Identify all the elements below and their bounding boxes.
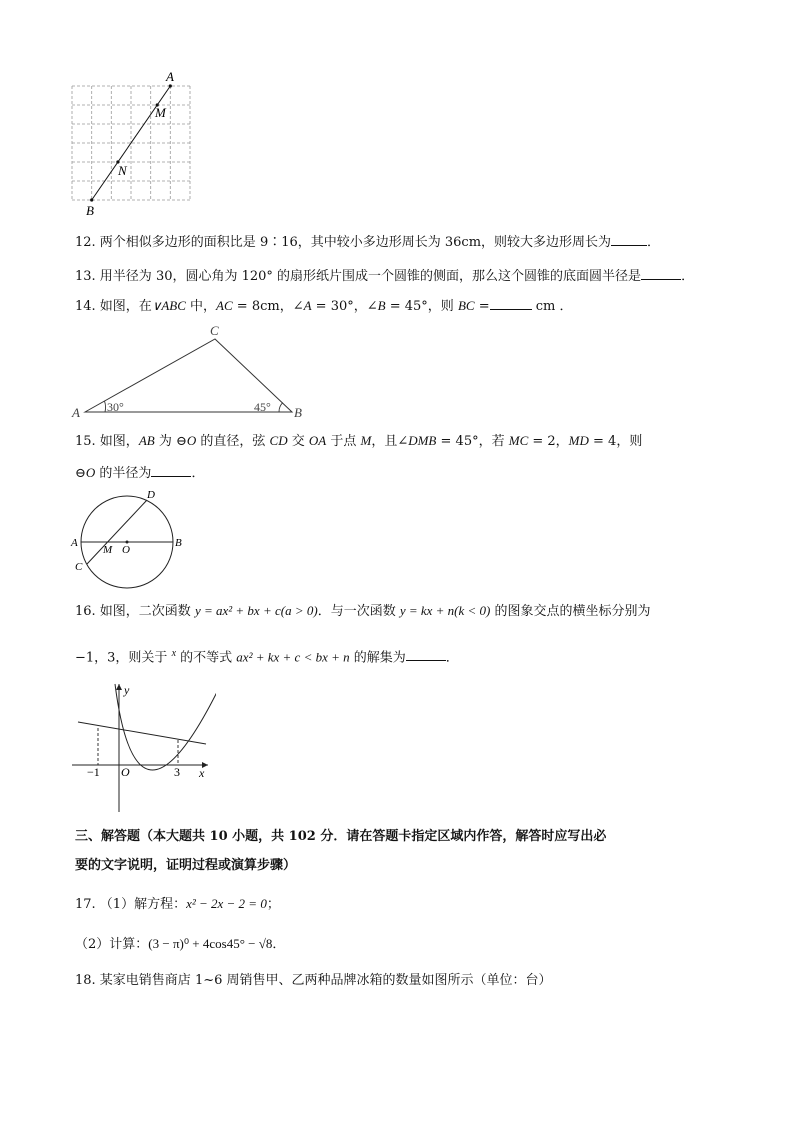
question-18: 18. 某家电销售商店 1~6 周销售甲、乙两种品牌冰箱的数量如图所示（单位：台） (75, 973, 552, 988)
angle-a-label: 30° (107, 400, 124, 414)
question-12: 12. 两个相似多边形的面积比是 9∶16，其中较小多边形周长为 36cm，则较大多边形周长为 ． (75, 235, 661, 250)
tick-3: 3 (174, 765, 180, 779)
label-n: N (118, 163, 127, 178)
question-15-line1: 15. 如图，AB 为 ⊖O 的直径，弦 CD 交 OA 于点 M，且∠DMB = 45°，若 MC = 2，MD = 4，则 (75, 433, 643, 449)
question-16-line1: 16. 如图，二次函数 y = ax² + bx + c(a > 0)．与一次函数 y = kx + n(k < 0) 的图象交点的横坐标分别为 (75, 603, 651, 619)
question-15-line2: ⊖O 的半径为 ． (75, 465, 205, 481)
point-a (169, 84, 172, 87)
label-b: B (86, 203, 94, 218)
angle-b-label: 45° (254, 400, 271, 414)
label-c: C (210, 323, 219, 338)
label-d: D (147, 489, 155, 501)
label-m: M (103, 544, 113, 556)
triangle-figure (68, 322, 308, 422)
label-a: A (71, 537, 78, 549)
question-16-line2: −1，3，则关于 $^x$ 的不等式 ax² + kx + c < bx + n 的解集为 ． (75, 648, 459, 666)
label-a: A (166, 69, 174, 84)
label-a: A (72, 405, 80, 420)
section-3-heading-line2: 要的文字说明，证明过程或演算步骤） (75, 858, 297, 873)
label-o: O (122, 544, 130, 556)
question-17-part1: 17. （1）解方程：x² − 2x − 2 = 0； (75, 896, 280, 912)
section-3-heading-line1: 三、解答题（本大题共 10 小题，共 102 分．请在答题卡指定区域内作答，解答时应写出必 (75, 829, 607, 844)
tick-neg1: −1 (87, 765, 100, 779)
question-14: 14. 如图，在∨ABC 中，AC = 8cm，∠A = 30°，∠B = 45°，则 BC = cm ． (75, 298, 573, 314)
label-x: x (199, 766, 205, 780)
label-c: C (75, 561, 83, 573)
label-o: O (121, 765, 130, 779)
function-graph-figure (66, 676, 216, 814)
label-m: M (155, 105, 166, 120)
label-b: B (294, 405, 302, 420)
point-b (90, 198, 93, 201)
label-y: y (124, 683, 130, 697)
grid-figure (60, 66, 210, 221)
label-b: B (175, 537, 182, 549)
question-17-part2: （2）计算：(3 − π)⁰ + 4cos45° − √8． (75, 936, 286, 952)
question-13: 13. 用半径为 30，圆心角为 120° 的扇形纸片围成一个圆锥的侧面，那么这个圆锥的底面圆半径是 ． (75, 269, 695, 284)
circle-figure (66, 486, 196, 596)
